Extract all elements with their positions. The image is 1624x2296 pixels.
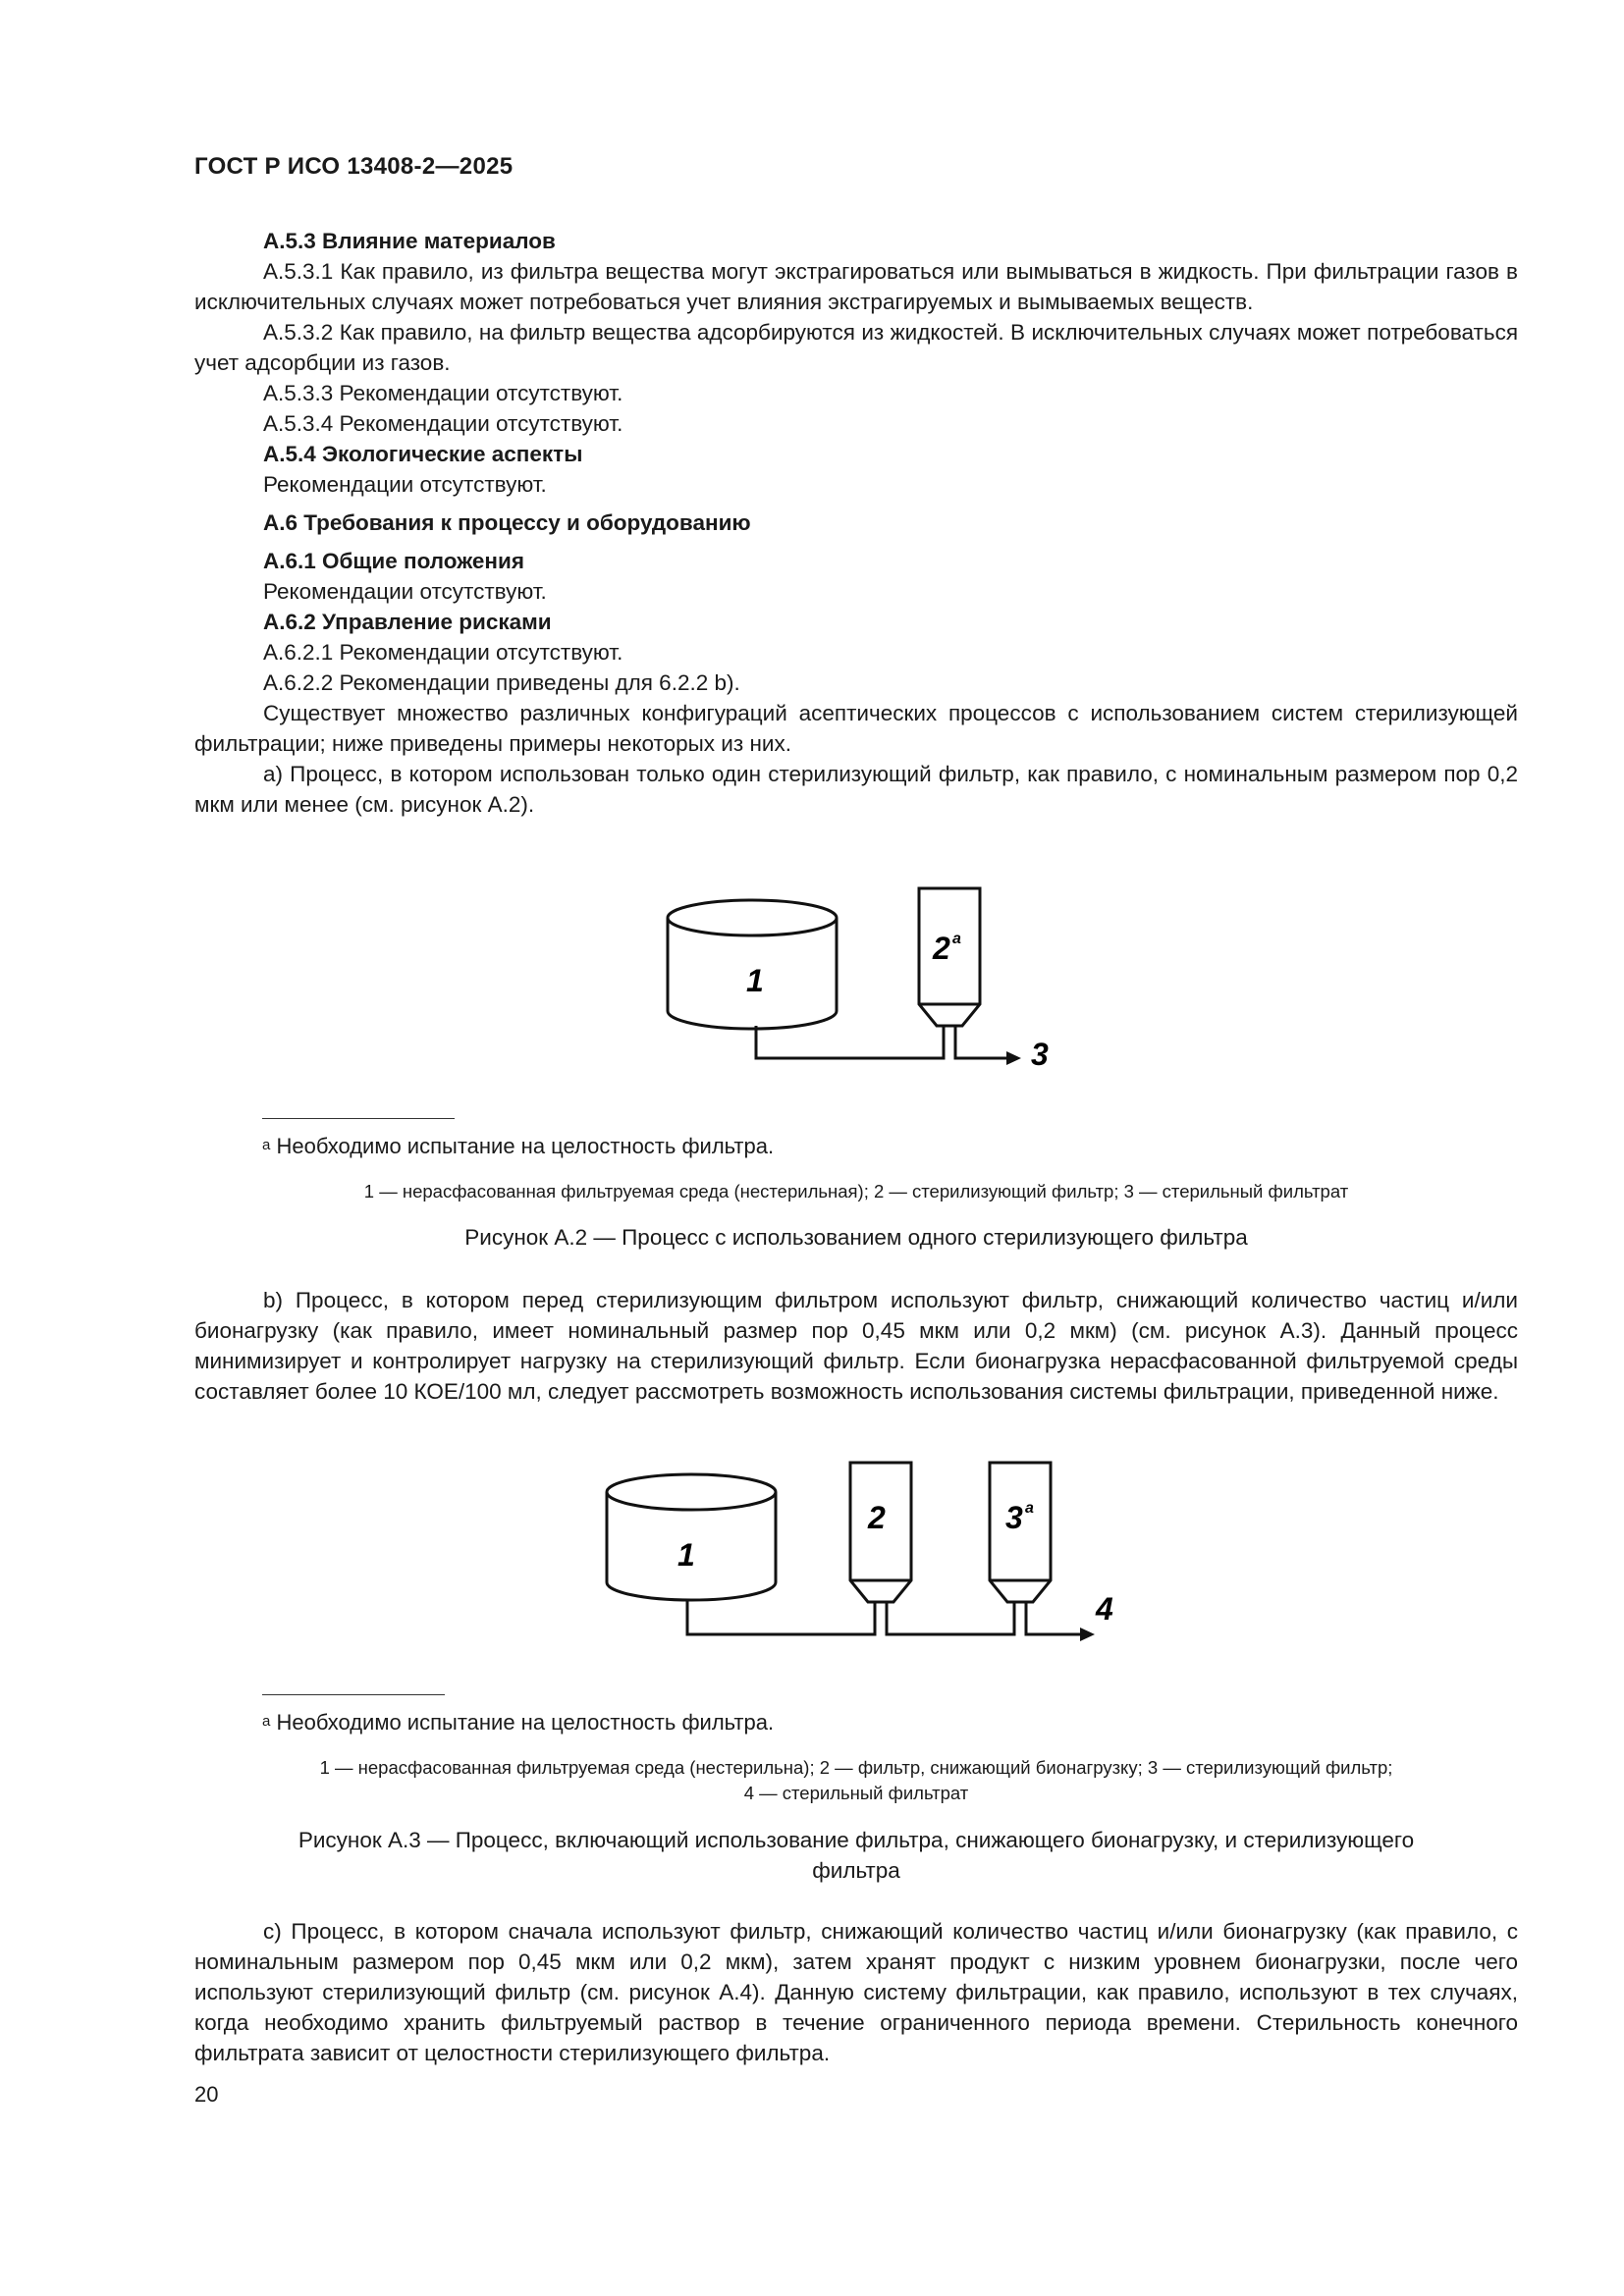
filter-2-label: 3	[1005, 1500, 1023, 1535]
tank-top	[607, 1474, 776, 1510]
tank-label: 1	[677, 1537, 695, 1573]
figure-a3-caption	[194, 1825, 1518, 1886]
tank-top	[668, 900, 837, 935]
heading-a53: А.5.3 Влияние материалов	[263, 229, 556, 253]
para-a622: А.6.2.2 Рекомендации приведены для 6.2.2 b).	[263, 670, 740, 695]
caption-line-2: фильтра	[812, 1858, 900, 1883]
arrow-head	[1080, 1628, 1095, 1641]
pipe-line	[756, 1026, 944, 1058]
para-a532: А.5.3.2 Как правило, на фильтр вещества адсорбируются из жидкостей. В исключительных случаях может потребоваться учет адсорбции из газов.	[194, 320, 1518, 375]
pipe-line	[687, 1600, 875, 1634]
para-a531: А.5.3.1 Как правило, из фильтра вещества могут экстрагироваться или вымываться в жидкость. При фильтрации газов в исключительных случаях может потребоваться учет влияния экстрагируемых и вымываемых веществ.	[194, 259, 1518, 314]
arrow-head	[1006, 1051, 1021, 1065]
figure-a3-legend	[194, 1755, 1518, 1806]
figure-a2-legend: 1 — нерасфасованная фильтруемая среда (нестерильная); 2 — стерилизующий фильтр; 3 — стерильный фильтрат	[363, 1181, 1349, 1201]
section-item-c	[194, 1916, 1518, 2068]
section-a5-a6	[194, 226, 1518, 820]
para-a61: Рекомендации отсутствуют.	[263, 579, 547, 604]
para-a533: А.5.3.3 Рекомендации отсутствуют.	[263, 381, 623, 405]
heading-a61: А.6.1 Общие положения	[263, 549, 524, 573]
legend-line-1: 1 — нерасфасованная фильтруемая среда (нестерильна); 2 — фильтр, снижающий бионагрузку; 3 — стерилизующий фильтр;	[319, 1757, 1393, 1778]
figure-a2-caption: Рисунок А.2 — Процесс с использованием одного стерилизующего фильтра	[464, 1225, 1248, 1250]
filter-label-sup: а	[952, 931, 961, 947]
para-item-b: b) Процесс, в котором перед стерилизующим фильтром используют фильтр, снижающий количество частиц и/или бионагрузку (как правило, имеет номинальный размер пор 0,45 мкм или 0,2 мкм) (см. рисунок А.3). Данный процесс минимизирует и контролирует нагрузку на стерилизующий фильтр. Если бионагрузка нерасфасованной фильтруемой среды составляет более 10 КОЕ/100 мл, следует рассмотреть возможность использования системы фильтрации, приведенной ниже.	[194, 1288, 1518, 1404]
tank-label: 1	[746, 963, 764, 998]
figure-a2-diagram	[648, 879, 1060, 1075]
filter-1-label: 2	[868, 1500, 886, 1535]
figure-a3-diagram	[589, 1455, 1139, 1651]
para-a621: А.6.2.1 Рекомендации отсутствуют.	[263, 640, 623, 665]
para-a54: Рекомендации отсутствуют.	[263, 472, 547, 497]
footnote-text: Необходимо испытание на целостность фильтра.	[276, 1710, 775, 1735]
filter-2-label-sup: а	[1025, 1500, 1034, 1517]
para-intro: Существует множество различных конфигураций асептических процессов с использованием систем стерилизующей фильтрации; ниже приведены примеры некоторых из них.	[194, 701, 1518, 756]
footnote-mark: а	[262, 1713, 271, 1730]
legend-line-2: 4 — стерильный фильтрат	[743, 1783, 969, 1803]
output-label: 3	[1031, 1037, 1049, 1072]
output-label: 4	[1096, 1591, 1113, 1627]
figure-a2-footnote	[262, 1134, 774, 1159]
section-item-b	[194, 1285, 1518, 1407]
figure-a3-footnote	[262, 1710, 774, 1735]
heading-a6: А.6 Требования к процессу и оборудованию	[263, 510, 751, 535]
filter-label: 2	[933, 931, 950, 966]
footnote-text: Необходимо испытание на целостность фильтра.	[276, 1134, 775, 1158]
heading-a62: А.6.2 Управление рисками	[263, 610, 552, 634]
footnote-divider	[262, 1118, 455, 1119]
caption-line-1: Рисунок А.3 — Процесс, включающий использование фильтра, снижающего бионагрузку, и стерилизующего	[298, 1828, 1415, 1852]
footnote-divider	[262, 1694, 445, 1695]
page-number: 20	[194, 2082, 219, 2107]
footnote-mark: а	[262, 1137, 271, 1153]
para-a534: А.5.3.4 Рекомендации отсутствуют.	[263, 411, 623, 436]
heading-a54: А.5.4 Экологические аспекты	[263, 442, 583, 466]
para-item-c: с) Процесс, в котором сначала используют фильтр, снижающий количество частиц и/или бионагрузку (как правило, с номинальным размером пор 0,45 мкм или 0,2 мкм), затем хранят продукт с низким уровнем бионагрузки, после чего используют стерилизующий фильтр (см. рисунок А.4). Данную систему фильтрации, как правило, используют в тех случаях, когда необходимо хранить фильтруемый раствор в течение ограниченного периода времени. Стерильность конечного фильтрата зависит от целостности стерилизующего фильтра.	[194, 1919, 1518, 2065]
document-header: ГОСТ Р ИСО 13408-2—2025	[194, 153, 514, 180]
para-item-a: а) Процесс, в котором использован только один стерилизующий фильтр, как правило, с номинальным размером пор 0,2 мкм или менее (см. рисунок А.2).	[194, 762, 1518, 817]
